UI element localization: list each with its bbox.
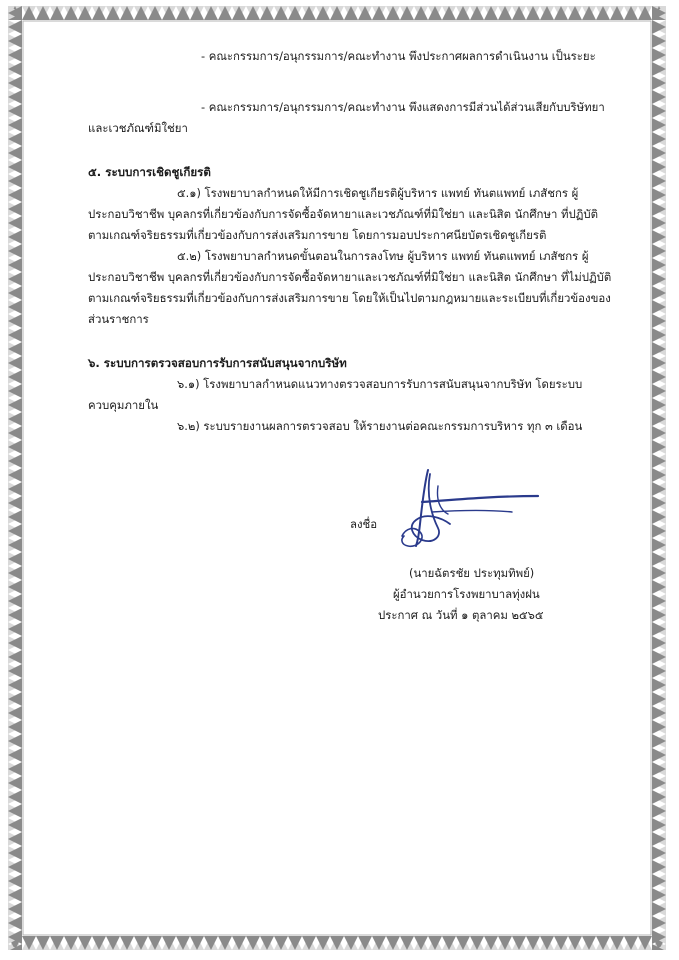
intro-bullet-2-cont: และเวชภัณฑ์มิใช่ยา (88, 121, 188, 135)
section-6-heading: ๖. ระบบการตรวจสอบการรับการสนับสนุนจากบริษัท (88, 356, 347, 370)
intro-bullet-1: - คณะกรรมการ/อนุกรรมการ/คณะทำงาน พึงประกาศผลการดำเนินงาน เป็นระยะ (201, 49, 596, 63)
section-5-1-line-2: ประกอบวิชาชีพ บุคลกรที่เกี่ยวข้องกับการจัดซื้อจัดหายาและเวชภัณฑ์ที่มิใช่ยา และนิสิต นักศึกษา ที่ปฏิบัติ (88, 207, 598, 221)
section-5-2-line-1: ๕.๒) โรงพยาบาลกำหนดขั้นตอนในการลงโทษ ผู้บริหาร แพทย์ ทันตแพทย์ เภสัชกร ผู้ (177, 249, 589, 263)
section-6-1-line-1: ๖.๑) โรงพยาบาลกำหนดแนวทางตรวจสอบการรับการสนับสนุนจากบริษัท โดยระบบ (177, 377, 583, 391)
section-6-2-line-1: ๖.๒) ระบบรายงานผลการตรวจสอบ ให้รายงานต่อคณะกรรมการบริหาร ทุก ๓ เดือน (177, 419, 583, 433)
section-5-2-line-4: ส่วนราชการ (88, 312, 149, 326)
section-5-1-line-3: ตามเกณฑ์จริยธรรมที่เกี่ยวข้องกับการส่งเสริมการขาย โดยการมอบประกาศนียบัตรเชิดชูเกียรติ (88, 228, 547, 242)
intro-bullet-2: - คณะกรรมการ/อนุกรรมการ/คณะทำงาน พึงแสดงการมีส่วนได้ส่วนเสียกับบริษัทยา (201, 100, 605, 114)
handwritten-signature (392, 466, 542, 556)
section-5-2-line-2: ประกอบวิชาชีพ บุคลกรที่เกี่ยวข้องกับการจัดซื้อจัดหายาและเวชภัณฑ์ที่มิใช่ยา และนิสิต นักศึกษา ที่ไม่ปฏิบัติ (88, 270, 612, 284)
section-5-1-line-1: ๕.๑) โรงพยาบาลกำหนดให้มีการเชิดชูเกียรติผู้บริหาร แพทย์ ทันตแพทย์ เภสัชกร ผู้ (177, 186, 579, 200)
section-5-2-line-3: ตามเกณฑ์จริยธรรมที่เกี่ยวข้องกับการส่งเสริมการขาย โดยให้เป็นไปตามกฎหมายและระเบียบที่เกี่ยวข้องของ (88, 291, 611, 305)
section-5-heading: ๕. ระบบการเชิดชูเกียรติ (88, 165, 211, 179)
announcement-date: ประกาศ ณ วันที่ ๑ ตุลาคม ๒๕๖๕ (378, 608, 544, 622)
signatory-name: (นายฉัตรชัย ประทุมทิพย์) (409, 566, 535, 580)
sign-label: ลงชื่อ (350, 517, 378, 531)
signatory-position: ผู้อำนวยการโรงพยาบาลทุ่งฝน (393, 587, 540, 601)
section-6-1-line-2: ควบคุมภายใน (88, 398, 159, 412)
